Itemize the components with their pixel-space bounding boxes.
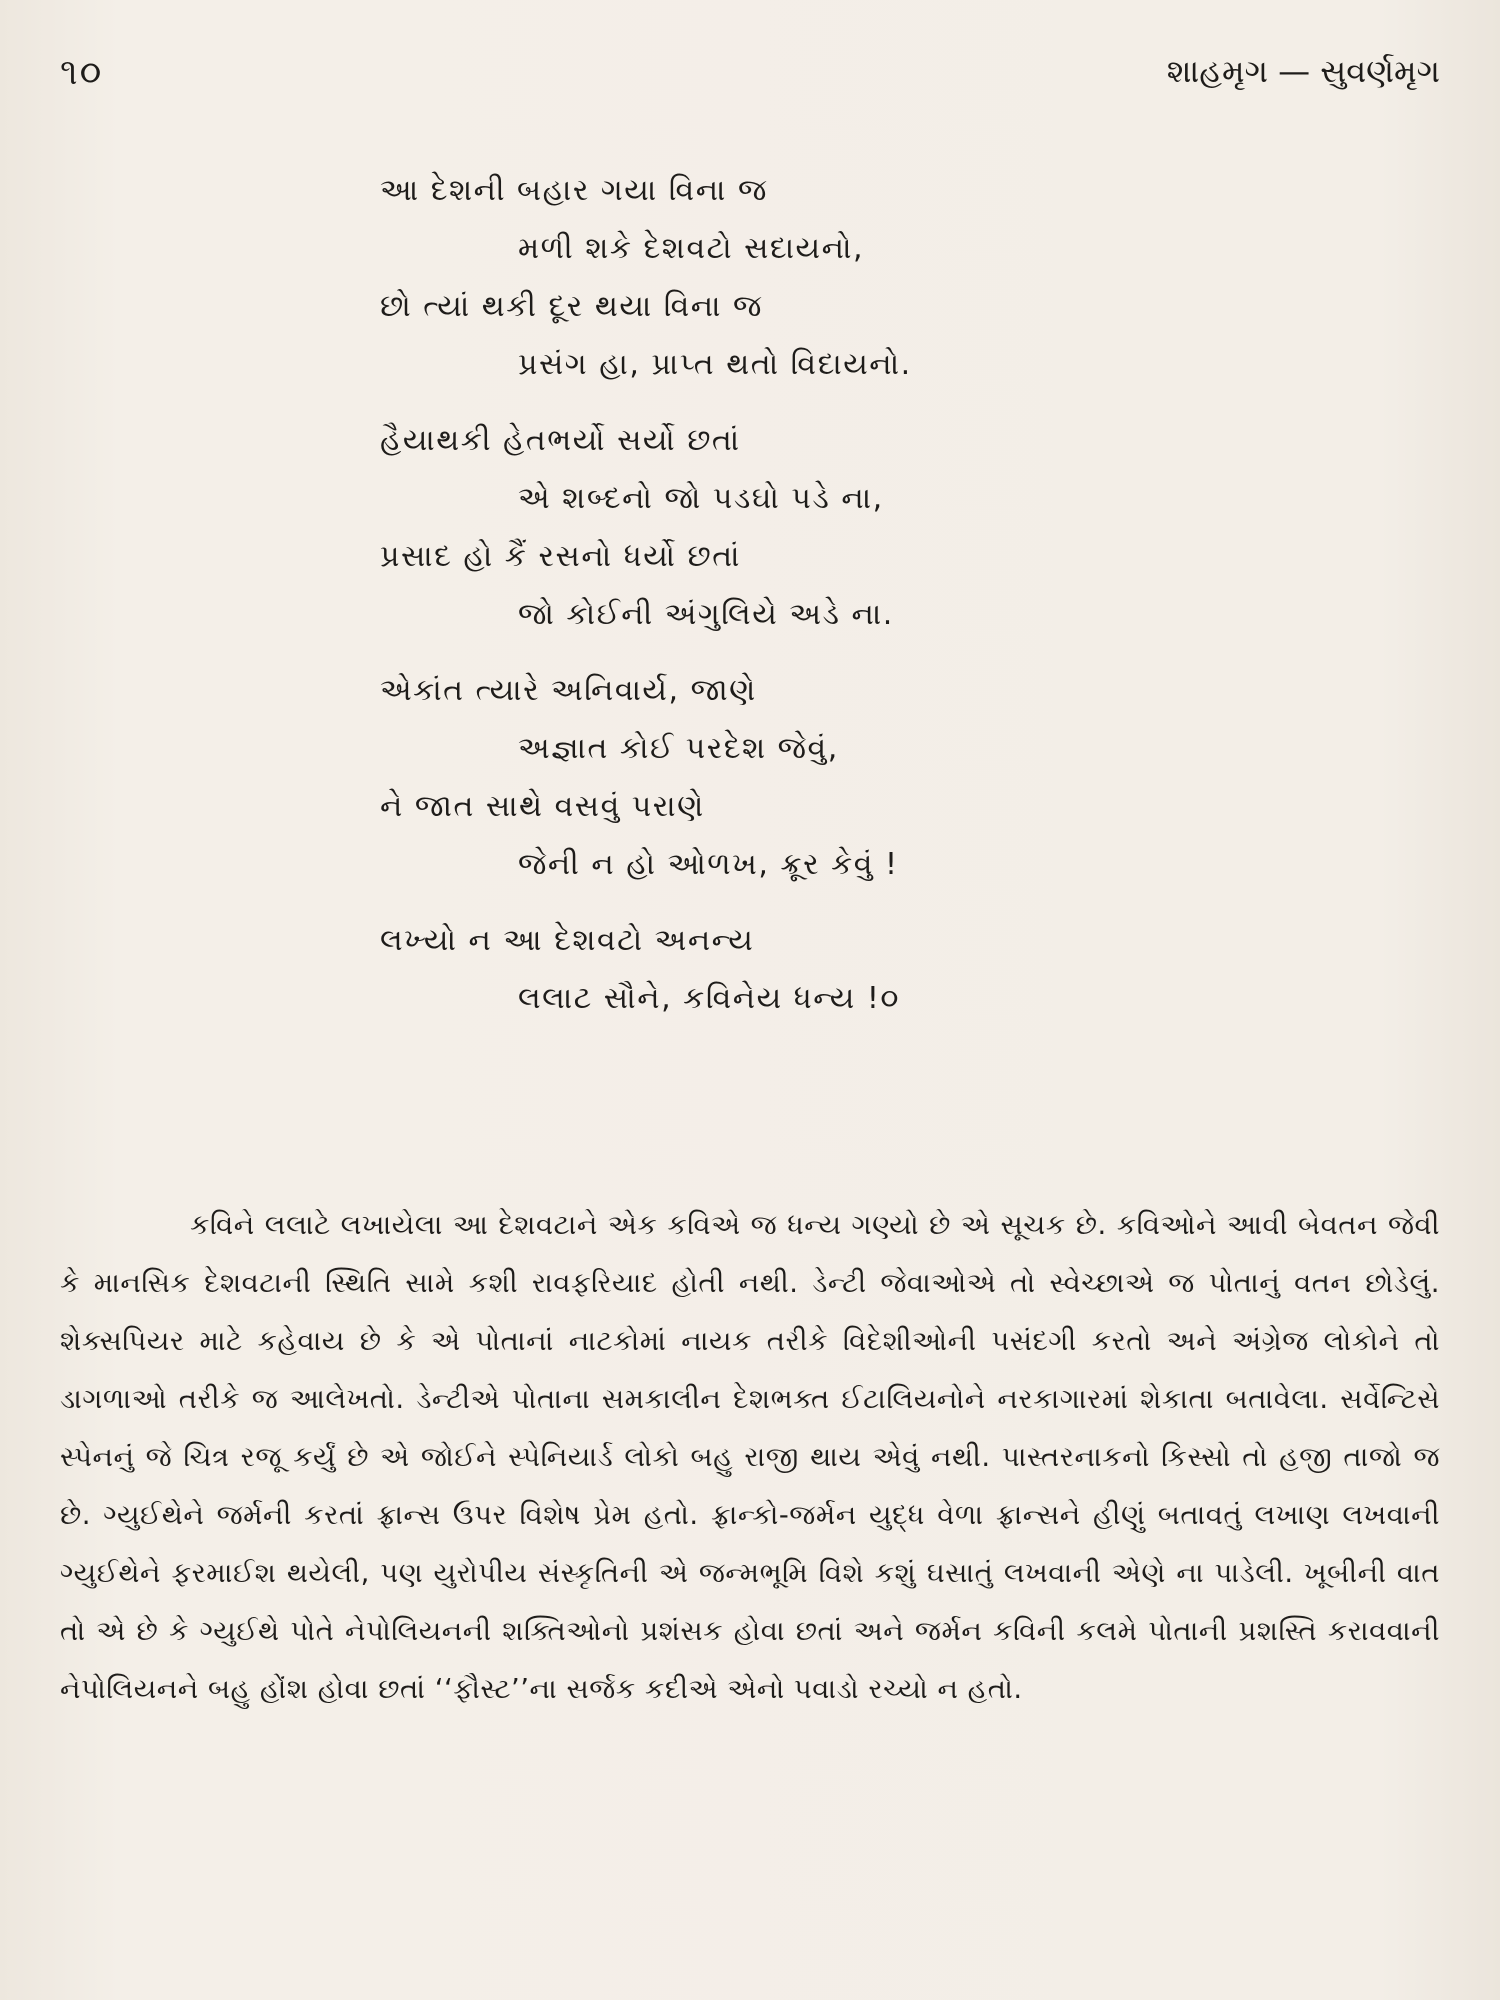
running-title: શાહમૃગ — સુવર્ણમૃગ [1166, 52, 1440, 90]
poem-line: પ્રસાદ હો કૈં રસનો ધર્યો છતાં [380, 539, 741, 574]
poem-stanza [380, 662, 1280, 894]
poem-line: મળી શકે દેશવટો સદાયનો, [518, 231, 865, 266]
poem-stanza [380, 412, 1280, 644]
poem-line: પ્રસંગ હા, પ્રાપ્ત થતો વિદાયનો. [518, 347, 912, 382]
poem-line: એ શબ્દનો જો પડઘો પડે ના, [518, 481, 884, 516]
poem-line: ને જાત સાથે વસવું પરાણે [380, 789, 705, 824]
poem-stanza [380, 912, 1280, 1028]
poem-line: હૈયાથકી હેતભર્યો સર્યો છતાં [380, 423, 741, 458]
poem-line: છો ત્યાં થકી દૂર થયા વિના જ [380, 289, 763, 324]
poem-line: લલાટ સૌને, કવિનેય ધન્ય !૦ [518, 981, 900, 1016]
poem-line: જો કોઈની અંગુલિયે અડે ના. [518, 597, 894, 632]
prose-paragraph: કવિને લલાટે લખાયેલા આ દેશવટાને એક કવિએ જ ધન્ય ગણ્યો છે એ સૂચક છે. કવિઓને આવી બેવતન જેવી કે માનસિક દેશવટાની સ્થિતિ સામે કશી રાવફરિયાદ હોતી નથી. ડેન્ટી જેવાઓએ તો સ્વેચ્છાએ જ પોતાનું વતન છોડેલું. શેક્સપિયર માટે કહેવાય છે કે એ પોતાનાં નાટકોમાં નાયક તરીકે વિદેશીઓની પસંદગી કરતો અને અંગ્રેજ લોકોને તો ડાગળાઓ તરીકે જ આલેખતો. ડેન્ટીએ પોતાના સમકાલીન દેશભક્ત ઈટાલિયનોને નરકાગારમાં શેકાતા બતાવેલા. સર્વેન્ટિસે સ્પેનનું જે ચિત્ર રજૂ કર્યું છે એ જોઈને સ્પેનિયાર્ડ લોકો બહુ રાજી થાય એવું નથી. પાસ્તરનાકનો કિસ્સો તો હજી તાજો જ છે. ગ્યુઈથેને જર્મની કરતાં ફ્રાન્સ ઉપર વિશેષ પ્રેમ હતો. ફ્રાન્કો-જર્મન યુદ્ધ વેળા ફ્રાન્સને હીણું બતાવતું લખાણ લખવાની ગ્યુઈથેને ફરમાઈશ થયેલી, પણ યુરોપીય સંસ્કૃતિની એ જન્મભૂમિ વિશે કશું ઘસાતું લખવાની એણે ના પાડેલી. ખૂબીની વાત તો એ છે કે ગ્યુઈથે પોતે નેપોલિયનની શક્તિઓનો પ્રશંસક હોવા છતાં અને જર્મન કવિની કલમે પોતાની પ્રશસ્તિ કરાવવાની નેપોલિયનને બહુ હોંશ હોવા છતાં ‘‘ફૌસ્ટ’’ના સર્જક કદીએ એનો પવાડો રચ્યો ન હતો. [60, 1208, 1440, 1705]
poem-stanza [380, 162, 1280, 394]
poem-line: અજ્ઞાત કોઈ પરદેશ જેવું, [518, 731, 839, 766]
poem-line: આ દેશની બહાર ગયા વિના જ [380, 173, 768, 208]
poem [380, 162, 1280, 1046]
poem-line: લખ્યો ન આ દેશવટો અનન્ય [380, 923, 755, 958]
poem-line: એકાંત ત્યારે અનિવાર્ય, જાણે [380, 673, 757, 708]
poem-line: જેની ન હો ઓળખ, ક્રૂર કેવું ! [518, 847, 899, 882]
page-header [60, 52, 1440, 112]
page-number: ૧૦ [60, 52, 104, 93]
